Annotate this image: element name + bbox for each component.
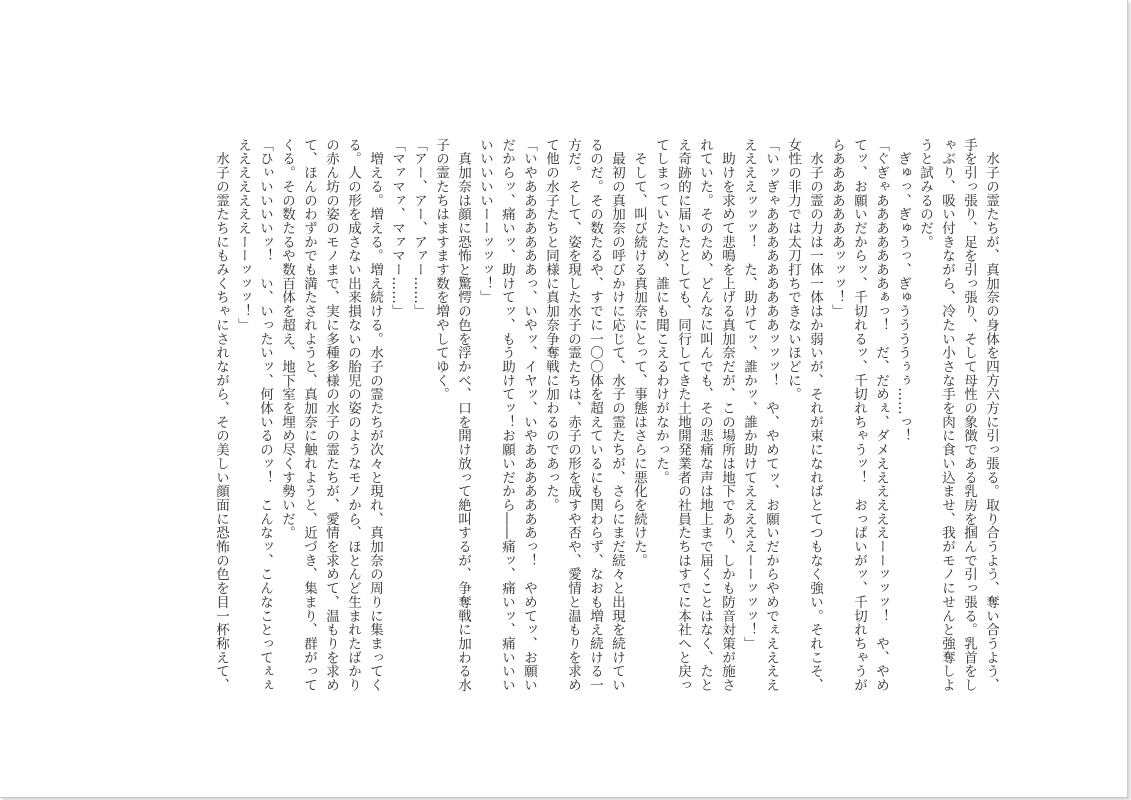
paragraph: 水子の霊たちが、真加奈の身体を四方六方に引っ張る。取り合うよう、奪い合うよう、手を引っ張り、足を引っ張り、そして母性の象徴である乳房を掴んで引っ張る。乳首をしゃぶり、吸い付きながら、冷たい小さな手を肉に食い込ませ、我がモノにせんと強奪しようと試みるのだ。: [917, 138, 999, 692]
paragraph: 水子の霊の力は一体一体はか弱いが、それが束になればとてつもなく強い。それこそ、女性の非力では太刀打ちできないほどに。: [785, 138, 823, 692]
paragraph: 最初の真加奈の呼びかけに応じて、水子の霊たちが、さらにまだ続々と出現を続けているのだ。その数たるや、すでに一〇〇体を超えているにも関わらず、なおも増え続ける一方だ。そして、姿を現した水子の霊たちは、赤子の形を成すや否や、愛情と温もりを求めて他の水子たちと同様に真加奈争奪戦に加わるのであった。: [543, 138, 625, 692]
paragraph: ぎゅっ、ぎゅうっ、ぎゅううううぅぅ……っ！: [895, 138, 911, 443]
paragraph: 「いッぎゃあああああああああッッッ！ や、やめてッ、お願いだからやめでぇええええええええッッッ！ た、助けてッ、誰かッ、誰か助けてえええええーーッッッ！」: [741, 138, 779, 692]
paragraph: 「アー、アー、アァー……」: [411, 138, 427, 319]
paragraph: そして、叫び続ける真加奈にとって、事態はさらに悪化を続けた。: [631, 138, 647, 568]
vertical-text-body: [112, 138, 1002, 698]
paragraph: 真加奈は顔に恐怖と驚愕の色を浮かべ、口を開け放って絶叫するが、争奪戦に加わる水子の霊たちはますます数を増やしてゆく。: [433, 138, 471, 692]
paragraph: 増える。増える。増え続ける。水子の霊たちが次々と現れ、真加奈の周りに集まってくる。人の形を成さない出来損ないの胎児の姿のようなモノから、ほとんど生まれたばかりの赤ん坊の姿のモノまで、実に多種多様の水子の霊たちが、愛情を求めて、温もりを求めて、ほんのわずかでも満たされようと、真加奈に触れようと、近づき、集まり、群がってくる。その数たるや数百体を超え、地下室を埋め尽くす勢いだ。: [279, 138, 383, 692]
paragraph: 「マァマァ、マァマー……」: [389, 138, 405, 319]
paragraph: 「ひぃいいいいッ！ い、いったいッ、何体いるのッ！ こんなッ、こんなことってぇぇえええええええーーッッッ！」: [235, 138, 273, 692]
paragraph: 水子の霊たちにもみくちゃにされながら、その美しい顔面に恐怖の色を目一杯称えて、: [213, 138, 229, 692]
paragraph: 助けを求めて悲鳴を上げる真加奈だが、この場所は地下であり、しかも防音対策が施されていた。そのため、どんなに叫んでも、その悲痛な声は地上まで届くことはなく、たとえ奇跡的に届いたとしても、同行してきた土地開発業者の社員たちはすでに本社へと戻ってしまっていたため、誰にも聞こえるわけがなかった。: [653, 138, 735, 692]
paragraph: 「いやあああああああっ、いやッ、イヤッ、いやあああああああっ！ やめてッ、お願いだからッ、痛いッ、助けてッ、もう助けてッ！お願いだから――痛ッ、痛いッ、痛いいいいいいいいーーッッッ！」: [477, 138, 537, 692]
paragraph: 「ぐぎゃあああああああぁっ！ だ、だめぇ、ダメええええええーーッッッ！ や、やめてッ、お願いだからッ、千切れるッ、千切れちゃうッ！ おっぱいがッ、千切れちゃうがらあああああああッッッ！」: [829, 138, 889, 692]
